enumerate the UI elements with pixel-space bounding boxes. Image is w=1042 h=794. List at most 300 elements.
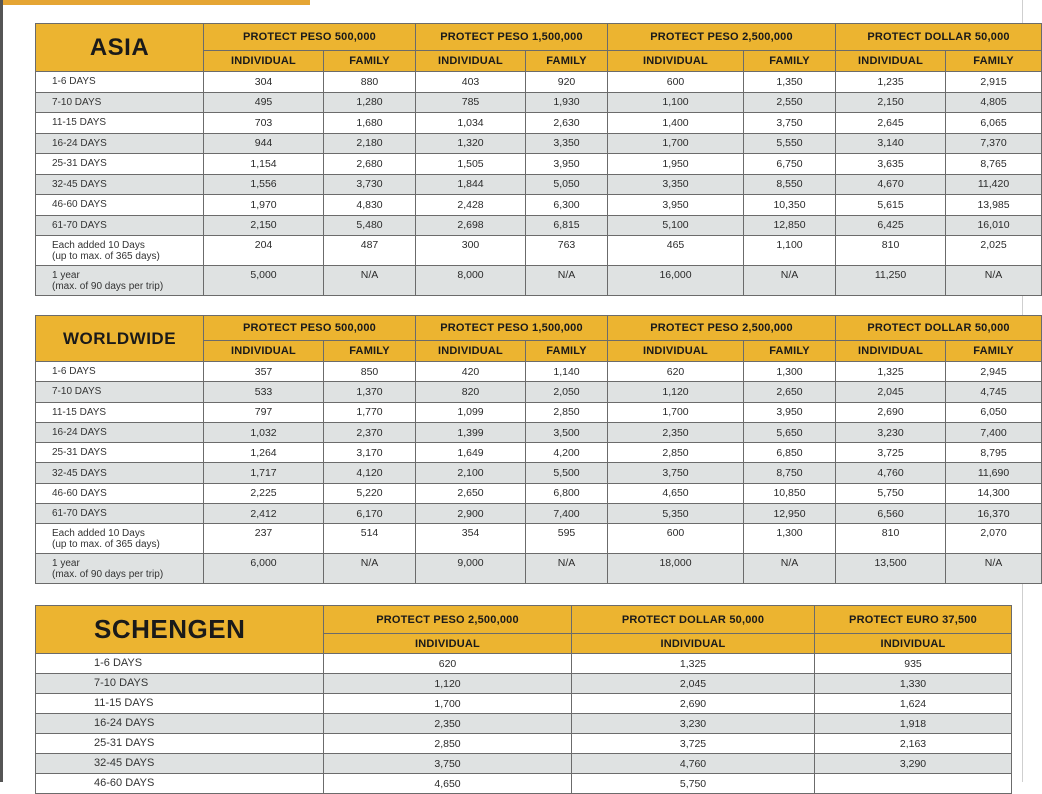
premium-cell: 2,945 xyxy=(946,362,1042,382)
table-row xyxy=(36,754,1012,774)
premium-cell: 6,050 xyxy=(946,402,1042,422)
premium-cell: 3,750 xyxy=(324,754,572,774)
table-row xyxy=(36,154,1042,175)
premium-cell: 1,717 xyxy=(204,463,324,483)
duration-label-text: 1-6 DAYS xyxy=(52,76,96,88)
duration-label-text: 32-45 DAYS xyxy=(52,178,107,190)
duration-label xyxy=(36,674,324,694)
premium-cell: N/A xyxy=(324,554,416,584)
premium-cell: 12,850 xyxy=(744,215,836,236)
duration-label-text: 25-31 DAYS xyxy=(52,158,107,170)
premium-cell: 4,200 xyxy=(526,443,608,463)
premium-cell: 1,100 xyxy=(608,92,744,113)
duration-label-text: 46-60 DAYS xyxy=(52,199,107,211)
duration-label-text: 16-24 DAYS xyxy=(94,717,155,729)
premium-cell: 2,550 xyxy=(744,92,836,113)
coverage-type-header: FAMILY xyxy=(744,341,836,362)
premium-cell: 1,399 xyxy=(416,422,526,442)
coverage-type-header: INDIVIDUAL xyxy=(324,634,572,654)
premium-cell: 944 xyxy=(204,133,324,154)
premium-cell: 3,350 xyxy=(608,174,744,195)
duration-label-text: 11-15 DAYS xyxy=(52,117,107,129)
premium-cell: 420 xyxy=(416,362,526,382)
duration-label xyxy=(36,443,204,463)
premium-cell: 1,300 xyxy=(744,362,836,382)
premium-cell: N/A xyxy=(946,266,1042,296)
duration-label-text: 1-6 DAYS xyxy=(94,657,143,669)
coverage-type-header: FAMILY xyxy=(324,341,416,362)
premium-cell: 8,550 xyxy=(744,174,836,195)
premium-cell: 5,480 xyxy=(324,215,416,236)
duration-label-text: 46-60 DAYS xyxy=(52,487,107,499)
premium-cell: 8,000 xyxy=(416,266,526,296)
premium-cell: 2,680 xyxy=(324,154,416,175)
premium-cell: 8,750 xyxy=(744,463,836,483)
premium-cell: 1,120 xyxy=(608,382,744,402)
premium-cell: 1,032 xyxy=(204,422,324,442)
duration-label xyxy=(36,504,204,524)
table-row xyxy=(36,734,1012,754)
duration-label-text: 25-31 DAYS xyxy=(52,447,107,459)
duration-label-text: 1-6 DAYS xyxy=(52,366,96,378)
coverage-type-header: FAMILY xyxy=(526,51,608,72)
plan-header: PROTECT DOLLAR 50,000 xyxy=(836,24,1042,51)
premium-cell: 5,000 xyxy=(204,266,324,296)
premium-cell: 1,120 xyxy=(324,674,572,694)
premium-cell: 1,320 xyxy=(416,133,526,154)
premium-cell: 6,800 xyxy=(526,483,608,503)
premium-cell: 5,050 xyxy=(526,174,608,195)
premium-cell: 1,624 xyxy=(815,694,1012,714)
premium-cell: 1,034 xyxy=(416,113,526,134)
table-row xyxy=(36,463,1042,483)
premium-cell: 3,230 xyxy=(572,714,815,734)
premium-cell xyxy=(815,774,1012,794)
coverage-type-header: INDIVIDUAL xyxy=(608,341,744,362)
table-row xyxy=(36,92,1042,113)
premium-cell: 300 xyxy=(416,236,526,266)
duration-label-text: 1 year xyxy=(52,557,80,569)
premium-cell: 1,370 xyxy=(324,382,416,402)
premium-cell: 14,300 xyxy=(946,483,1042,503)
premium-cell: 3,750 xyxy=(744,113,836,134)
premium-cell: 1,700 xyxy=(324,694,572,714)
premium-cell: 935 xyxy=(815,654,1012,674)
premium-cell: 2,350 xyxy=(608,422,744,442)
premium-cell: 3,170 xyxy=(324,443,416,463)
premium-cell: 1,300 xyxy=(744,524,836,554)
premium-cell: 2,163 xyxy=(815,734,1012,754)
premium-cell: 1,505 xyxy=(416,154,526,175)
premium-cell: 465 xyxy=(608,236,744,266)
premium-cell: 11,690 xyxy=(946,463,1042,483)
duration-label-text: 16-24 DAYS xyxy=(52,137,107,149)
premium-cell: 1,235 xyxy=(836,72,946,93)
premium-cell: 1,330 xyxy=(815,674,1012,694)
plan-header: PROTECT PESO 2,500,000 xyxy=(324,606,572,634)
table-row xyxy=(36,504,1042,524)
premium-cell: 2,412 xyxy=(204,504,324,524)
table-row xyxy=(36,362,1042,382)
premium-cell: 11,420 xyxy=(946,174,1042,195)
premium-cell: 620 xyxy=(324,654,572,674)
premium-cell: N/A xyxy=(946,554,1042,584)
table-row xyxy=(36,483,1042,503)
premium-cell: 495 xyxy=(204,92,324,113)
premium-cell: 533 xyxy=(204,382,324,402)
duration-label xyxy=(36,382,204,402)
premium-cell: 2,630 xyxy=(526,113,608,134)
premium-cell: 6,300 xyxy=(526,195,608,216)
premium-cell: 2,150 xyxy=(836,92,946,113)
coverage-type-header: FAMILY xyxy=(744,51,836,72)
premium-cell: 6,815 xyxy=(526,215,608,236)
duration-label xyxy=(36,133,204,154)
premium-cell: 1,930 xyxy=(526,92,608,113)
premium-cell: 2,650 xyxy=(416,483,526,503)
duration-label xyxy=(36,215,204,236)
premium-cell: 2,025 xyxy=(946,236,1042,266)
duration-label xyxy=(36,463,204,483)
premium-cell: 10,350 xyxy=(744,195,836,216)
duration-label-text: 7-10 DAYS xyxy=(52,96,102,108)
table-row xyxy=(36,422,1042,442)
plan-header: PROTECT PESO 1,500,000 xyxy=(416,316,608,341)
premium-cell: 1,154 xyxy=(204,154,324,175)
premium-cell: 1,280 xyxy=(324,92,416,113)
premium-cell: 1,100 xyxy=(744,236,836,266)
premium-cell: 2,050 xyxy=(526,382,608,402)
premium-cell: 9,000 xyxy=(416,554,526,584)
plan-header: PROTECT PESO 500,000 xyxy=(204,316,416,341)
premium-cell: 2,915 xyxy=(946,72,1042,93)
premium-cell: 2,100 xyxy=(416,463,526,483)
region-title: WORLDWIDE xyxy=(36,316,204,362)
premium-cell: 16,000 xyxy=(608,266,744,296)
premium-cell: 16,010 xyxy=(946,215,1042,236)
coverage-type-header: FAMILY xyxy=(526,341,608,362)
duration-label-text: Each added 10 Days xyxy=(52,527,145,539)
duration-label-text: 46-60 DAYS xyxy=(94,777,155,789)
duration-label-note: (up to max. of 365 days) xyxy=(52,538,160,550)
premium-cell: 13,985 xyxy=(946,195,1042,216)
premium-cell: 5,350 xyxy=(608,504,744,524)
premium-cell: 3,750 xyxy=(608,463,744,483)
duration-label-text: 32-45 DAYS xyxy=(52,467,107,479)
duration-label xyxy=(36,402,204,422)
page-left-edge xyxy=(0,0,3,782)
premium-cell: 4,650 xyxy=(324,774,572,794)
duration-label xyxy=(36,554,204,584)
duration-label xyxy=(36,734,324,754)
plan-header: PROTECT DOLLAR 50,000 xyxy=(572,606,815,634)
premium-cell: 354 xyxy=(416,524,526,554)
premium-cell: 6,850 xyxy=(744,443,836,463)
premium-cell: 6,000 xyxy=(204,554,324,584)
table-row xyxy=(36,554,1042,584)
premium-cell: N/A xyxy=(526,266,608,296)
premium-cell: 8,765 xyxy=(946,154,1042,175)
table-row xyxy=(36,236,1042,266)
premium-cell: N/A xyxy=(744,554,836,584)
premium-cell: 810 xyxy=(836,236,946,266)
premium-cell: 1,770 xyxy=(324,402,416,422)
premium-cell: 3,230 xyxy=(836,422,946,442)
duration-label-note: (up to max. of 365 days) xyxy=(52,250,160,262)
plan-header: PROTECT PESO 1,500,000 xyxy=(416,24,608,51)
premium-cell: 2,698 xyxy=(416,215,526,236)
coverage-type-header: INDIVIDUAL xyxy=(416,341,526,362)
duration-label xyxy=(36,694,324,714)
premium-cell: 5,750 xyxy=(836,483,946,503)
premium-cell: 4,760 xyxy=(836,463,946,483)
premium-cell: 880 xyxy=(324,72,416,93)
duration-label xyxy=(36,174,204,195)
premium-cell: 2,070 xyxy=(946,524,1042,554)
duration-label xyxy=(36,483,204,503)
duration-label-text: 11-15 DAYS xyxy=(52,406,107,418)
premium-cell: 595 xyxy=(526,524,608,554)
duration-label-text: 32-45 DAYS xyxy=(94,757,155,769)
premium-cell: N/A xyxy=(324,266,416,296)
premium-cell: 304 xyxy=(204,72,324,93)
premium-cell: 7,400 xyxy=(526,504,608,524)
premium-cell: 18,000 xyxy=(608,554,744,584)
coverage-type-header: FAMILY xyxy=(946,51,1042,72)
premium-cell: 1,350 xyxy=(744,72,836,93)
premium-cell: 3,725 xyxy=(572,734,815,754)
premium-cell: 3,730 xyxy=(324,174,416,195)
premium-cell: 6,170 xyxy=(324,504,416,524)
table-row xyxy=(36,774,1012,794)
premium-cell: 204 xyxy=(204,236,324,266)
plan-header: PROTECT PESO 2,500,000 xyxy=(608,316,836,341)
duration-label xyxy=(36,195,204,216)
table-row xyxy=(36,402,1042,422)
duration-label-text: 11-15 DAYS xyxy=(94,697,154,709)
duration-label-text: 7-10 DAYS xyxy=(52,386,102,398)
premium-cell: 2,645 xyxy=(836,113,946,134)
premium-cell: 810 xyxy=(836,524,946,554)
duration-label xyxy=(36,774,324,794)
duration-label xyxy=(36,362,204,382)
premium-cell: 1,400 xyxy=(608,113,744,134)
premium-cell: 7,400 xyxy=(946,422,1042,442)
premium-cell: 5,100 xyxy=(608,215,744,236)
premium-cell: 403 xyxy=(416,72,526,93)
premium-cell: 2,045 xyxy=(836,382,946,402)
premium-cell: 487 xyxy=(324,236,416,266)
premium-cell: 3,140 xyxy=(836,133,946,154)
premium-cell: 2,045 xyxy=(572,674,815,694)
duration-label-text: 25-31 DAYS xyxy=(94,737,155,749)
premium-cell: 1,918 xyxy=(815,714,1012,734)
table-row xyxy=(36,443,1042,463)
premium-cell: 2,850 xyxy=(324,734,572,754)
duration-label-text: Each added 10 Days xyxy=(52,239,145,251)
table-row xyxy=(36,674,1012,694)
premium-cell: 10,850 xyxy=(744,483,836,503)
duration-label xyxy=(36,754,324,774)
premium-cell: 1,680 xyxy=(324,113,416,134)
premium-cell: 820 xyxy=(416,382,526,402)
premium-cell: 4,830 xyxy=(324,195,416,216)
duration-label xyxy=(36,236,204,266)
worldwide-rate-table xyxy=(35,315,1042,584)
coverage-type-header: INDIVIDUAL xyxy=(572,634,815,654)
premium-cell: 703 xyxy=(204,113,324,134)
duration-label xyxy=(36,113,204,134)
premium-cell: 4,650 xyxy=(608,483,744,503)
premium-cell: 850 xyxy=(324,362,416,382)
premium-cell: 11,250 xyxy=(836,266,946,296)
plan-header: PROTECT EURO 37,500 xyxy=(815,606,1012,634)
premium-cell: 920 xyxy=(526,72,608,93)
premium-cell: 5,650 xyxy=(744,422,836,442)
duration-label xyxy=(36,714,324,734)
table-row xyxy=(36,113,1042,134)
premium-cell: 600 xyxy=(608,72,744,93)
coverage-type-header: INDIVIDUAL xyxy=(204,51,324,72)
premium-cell: 4,120 xyxy=(324,463,416,483)
premium-cell: 7,370 xyxy=(946,133,1042,154)
premium-cell: 514 xyxy=(324,524,416,554)
premium-cell: 2,850 xyxy=(526,402,608,422)
premium-cell: 5,220 xyxy=(324,483,416,503)
table-row xyxy=(36,654,1012,674)
premium-cell: 5,500 xyxy=(526,463,608,483)
plan-header: PROTECT PESO 500,000 xyxy=(204,24,416,51)
asia-rate-table xyxy=(35,23,1042,296)
premium-cell: 8,795 xyxy=(946,443,1042,463)
premium-cell: 6,425 xyxy=(836,215,946,236)
coverage-type-header: INDIVIDUAL xyxy=(815,634,1012,654)
premium-cell: 5,615 xyxy=(836,195,946,216)
duration-label xyxy=(36,154,204,175)
premium-cell: N/A xyxy=(526,554,608,584)
table-row xyxy=(36,524,1042,554)
premium-cell: 620 xyxy=(608,362,744,382)
table-row xyxy=(36,382,1042,402)
premium-cell: 3,350 xyxy=(526,133,608,154)
premium-cell: 3,635 xyxy=(836,154,946,175)
duration-label-text: 7-10 DAYS xyxy=(94,677,149,689)
duration-label-text: 61-70 DAYS xyxy=(52,219,107,231)
duration-label-text: 61-70 DAYS xyxy=(52,508,107,520)
premium-cell: 12,950 xyxy=(744,504,836,524)
premium-cell: 2,370 xyxy=(324,422,416,442)
duration-label-note: (max. of 90 days per trip) xyxy=(52,568,164,580)
coverage-type-header: INDIVIDUAL xyxy=(836,51,946,72)
premium-cell: 600 xyxy=(608,524,744,554)
duration-label xyxy=(36,266,204,296)
plan-header: PROTECT PESO 2,500,000 xyxy=(608,24,836,51)
duration-label-text: 16-24 DAYS xyxy=(52,427,107,439)
premium-cell: 3,290 xyxy=(815,754,1012,774)
premium-cell: 1,556 xyxy=(204,174,324,195)
premium-cell: 4,670 xyxy=(836,174,946,195)
premium-cell: 1,950 xyxy=(608,154,744,175)
plan-header: PROTECT DOLLAR 50,000 xyxy=(836,316,1042,341)
coverage-type-header: INDIVIDUAL xyxy=(608,51,744,72)
premium-cell: 2,428 xyxy=(416,195,526,216)
premium-cell: 2,690 xyxy=(836,402,946,422)
premium-cell: 4,745 xyxy=(946,382,1042,402)
top-accent-bar xyxy=(0,0,310,5)
premium-cell: 1,700 xyxy=(608,133,744,154)
premium-cell: 16,370 xyxy=(946,504,1042,524)
premium-cell: 5,550 xyxy=(744,133,836,154)
premium-cell: 2,150 xyxy=(204,215,324,236)
premium-cell: 2,225 xyxy=(204,483,324,503)
coverage-type-header: INDIVIDUAL xyxy=(416,51,526,72)
premium-cell: 4,805 xyxy=(946,92,1042,113)
premium-cell: 5,750 xyxy=(572,774,815,794)
premium-cell: 3,950 xyxy=(526,154,608,175)
table-row xyxy=(36,72,1042,93)
premium-cell: 1,325 xyxy=(572,654,815,674)
table-row xyxy=(36,215,1042,236)
premium-cell: 1,700 xyxy=(608,402,744,422)
coverage-type-header: FAMILY xyxy=(324,51,416,72)
table-row xyxy=(36,133,1042,154)
premium-cell: 6,065 xyxy=(946,113,1042,134)
premium-cell: 1,140 xyxy=(526,362,608,382)
premium-cell: N/A xyxy=(744,266,836,296)
premium-cell: 13,500 xyxy=(836,554,946,584)
premium-cell: 2,850 xyxy=(608,443,744,463)
premium-cell: 237 xyxy=(204,524,324,554)
duration-label xyxy=(36,654,324,674)
schengen-rate-table xyxy=(35,605,1012,794)
premium-cell: 3,950 xyxy=(744,402,836,422)
coverage-type-header: INDIVIDUAL xyxy=(836,341,946,362)
premium-cell: 3,725 xyxy=(836,443,946,463)
coverage-type-header: INDIVIDUAL xyxy=(204,341,324,362)
duration-label-note: (max. of 90 days per trip) xyxy=(52,280,164,292)
duration-label xyxy=(36,72,204,93)
premium-cell: 1,099 xyxy=(416,402,526,422)
premium-cell: 357 xyxy=(204,362,324,382)
premium-cell: 1,970 xyxy=(204,195,324,216)
table-row xyxy=(36,174,1042,195)
premium-cell: 1,264 xyxy=(204,443,324,463)
premium-cell: 6,750 xyxy=(744,154,836,175)
premium-cell: 797 xyxy=(204,402,324,422)
premium-cell: 1,649 xyxy=(416,443,526,463)
duration-label xyxy=(36,422,204,442)
premium-cell: 2,650 xyxy=(744,382,836,402)
premium-cell: 763 xyxy=(526,236,608,266)
premium-cell: 3,500 xyxy=(526,422,608,442)
premium-cell: 785 xyxy=(416,92,526,113)
premium-cell: 2,690 xyxy=(572,694,815,714)
premium-cell: 2,350 xyxy=(324,714,572,734)
region-title: ASIA xyxy=(36,24,204,72)
duration-label-text: 1 year xyxy=(52,269,80,281)
premium-cell: 2,180 xyxy=(324,133,416,154)
table-row xyxy=(36,195,1042,216)
coverage-type-header: FAMILY xyxy=(946,341,1042,362)
table-row xyxy=(36,266,1042,296)
duration-label xyxy=(36,92,204,113)
table-row xyxy=(36,714,1012,734)
premium-cell: 3,950 xyxy=(608,195,744,216)
premium-cell: 6,560 xyxy=(836,504,946,524)
duration-label xyxy=(36,524,204,554)
premium-cell: 1,844 xyxy=(416,174,526,195)
region-title: SCHENGEN xyxy=(36,606,324,654)
